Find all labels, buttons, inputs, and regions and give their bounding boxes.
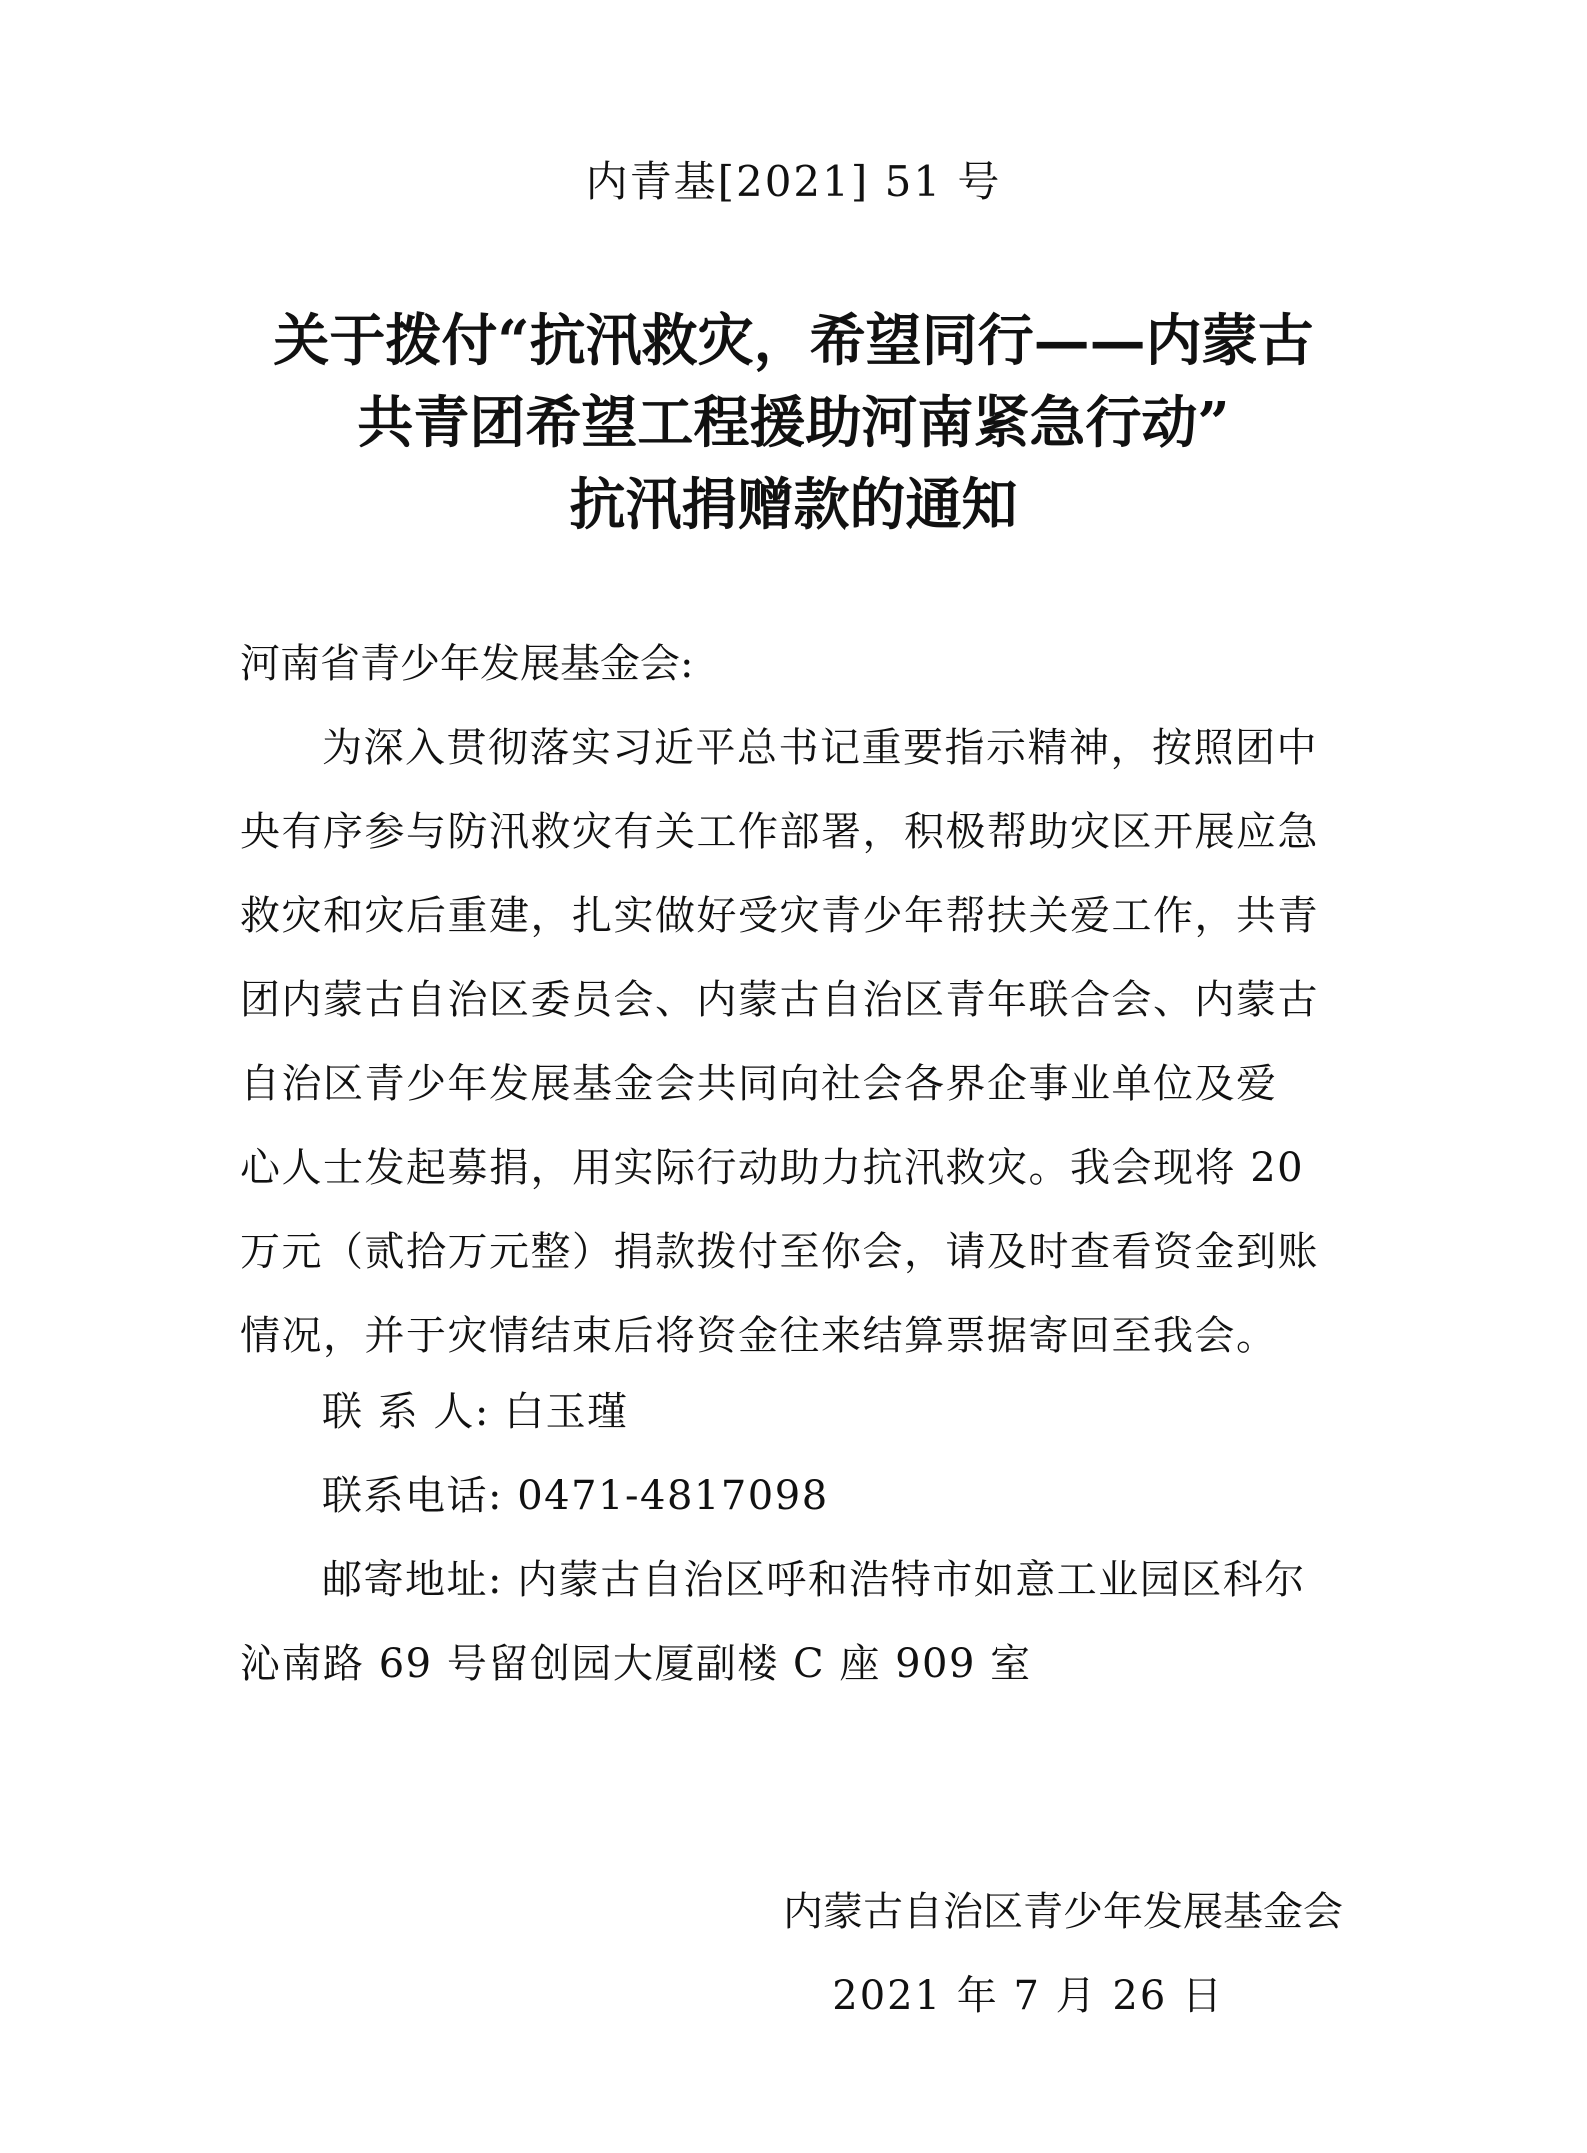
signature-organization: 内蒙古自治区青少年发展基金会 (783, 1889, 1343, 1935)
paragraph-line: 万元（贰拾万元整）捐款拨付至你会，请及时查看资金到账 (240, 1229, 1319, 1275)
paragraph-line: 央有序参与防汛救灾有关工作部署，积极帮助灾区开展应急 (240, 809, 1319, 855)
contact-person: 联 系 人: 白玉瑾 (322, 1389, 629, 1435)
title-line-2: 共青团希望工程援助河南紧急行动” (357, 390, 1230, 456)
salutation: 河南省青少年发展基金会: (240, 641, 694, 687)
title-line-1: 关于拨付“抗汛救灾，希望同行——内蒙古 (273, 308, 1314, 374)
document-title (0, 300, 1587, 546)
contact-phone: 联系电话: 0471-4817098 (322, 1473, 829, 1519)
document-number: 内青基[2021] 51 号 (585, 157, 1002, 206)
paragraph-line: 情况，并于灾情结束后将资金往来结算票据寄回至我会。 (240, 1313, 1278, 1359)
mailing-address: 邮寄地址: 内蒙古自治区呼和浩特市如意工业园区科尔 (322, 1557, 1306, 1603)
paragraph-line: 自治区青少年发展基金会共同向社会各界企事业单位及爱 (240, 1061, 1278, 1107)
main-paragraph (240, 706, 1344, 1378)
signature-date: 2021 年 7 月 26 日 (832, 1973, 1224, 2019)
title-line-3: 抗汛捐赠款的通知 (569, 472, 1018, 538)
contact-block (240, 1370, 1344, 1706)
paragraph-line: 为深入贯彻落实习近平总书记重要指示精神，按照团中 (322, 725, 1318, 771)
paragraph-line: 心人士发起募捐，用实际行动助力抗汛救灾。我会现将 20 (240, 1145, 1305, 1191)
paragraph-line: 救灾和灾后重建，扎实做好受灾青少年帮扶关爱工作，共青 (240, 893, 1319, 939)
mailing-address-continued: 沁南路 69 号留创园大厦副楼 C 座 909 室 (240, 1641, 1032, 1687)
paragraph-line: 团内蒙古自治区委员会、内蒙古自治区青年联合会、内蒙古 (240, 977, 1319, 1023)
